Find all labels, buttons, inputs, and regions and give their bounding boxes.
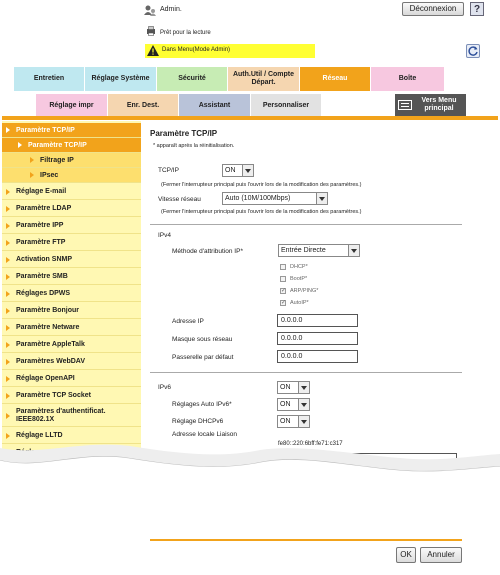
arp-ping-label: ARP/PING*	[290, 288, 319, 294]
tab-security[interactable]: Sécurité	[157, 67, 227, 91]
page-title: Paramètre TCP/IP	[150, 129, 218, 138]
tab-box[interactable]: Boîte	[371, 67, 444, 91]
arrow-icon	[6, 325, 10, 331]
sidebar-item-ip-filtering[interactable]: Filtrage IP	[2, 153, 141, 168]
arrow-icon	[6, 393, 10, 399]
dhcpv6-label: Réglage DHCPv6	[172, 418, 224, 425]
sidebar-item-ieee8021x[interactable]: Paramètres d'authentificat. IEEE802.1X	[2, 405, 141, 427]
tab-user-auth[interactable]: Auth.Util / Compte Départ.	[228, 67, 299, 91]
divider	[150, 224, 462, 225]
arp-ping-checkbox[interactable]	[280, 288, 286, 294]
tab-maintenance[interactable]: Entretien	[14, 67, 84, 91]
sidebar-item-netware[interactable]: Paramètre Netware	[2, 320, 141, 336]
ipv6-auto-label: Réglages Auto IPv6*	[172, 401, 232, 408]
printer-status-icon	[146, 26, 156, 36]
tcpip-note: (Fermer l'interrupteur principal puis l'ouvrir lors de la modification des paramètres.)	[161, 182, 362, 188]
tab-network[interactable]: Réseau	[300, 67, 370, 91]
arrow-icon	[6, 257, 10, 263]
link-local-label: Adresse locale Liaison	[172, 431, 238, 438]
gateway-label: Passerelle par défaut	[172, 354, 234, 361]
footer-separator	[150, 539, 462, 541]
arrow-icon	[6, 413, 10, 419]
chevron-down-icon	[348, 245, 359, 256]
arrow-icon	[6, 189, 10, 195]
tab-separator	[2, 116, 498, 120]
speed-label: Vitesse réseau	[158, 196, 201, 203]
ok-button[interactable]: OK	[396, 547, 416, 563]
dhcp-checkbox[interactable]	[280, 264, 286, 270]
arrow-icon	[6, 240, 10, 246]
arrow-icon	[6, 274, 10, 280]
bootp-label: BootP*	[290, 276, 308, 282]
sidebar-item-tcpip-group[interactable]: Paramètre TCP/IP	[2, 123, 141, 138]
ip-method-select[interactable]: Entrée Directe	[278, 244, 360, 257]
arrow-icon	[6, 433, 10, 439]
arrow-icon	[18, 142, 22, 148]
help-button[interactable]: ?	[470, 2, 484, 16]
arrow-icon	[6, 359, 10, 365]
main-menu-label: Vers Menu principal	[421, 97, 457, 112]
ipv6-heading: IPv6	[158, 384, 172, 391]
main-menu-icon	[398, 100, 412, 110]
arrow-icon	[6, 376, 10, 382]
arrow-icon	[6, 223, 10, 229]
torn-page-break	[0, 440, 500, 500]
arrow-icon	[6, 206, 10, 212]
status-ready-label: Prêt pour la lecture	[160, 30, 211, 36]
sidebar-item-snmp[interactable]: Activation SNMP	[2, 252, 141, 268]
sidebar-item-lltd[interactable]: Réglage LLTD	[2, 428, 141, 444]
arrow-icon	[30, 157, 34, 163]
speed-note: (Fermer l'interrupteur principal puis l'ouvrir lors de la modification des paramètres.)	[161, 209, 362, 215]
subtab-customize[interactable]: Personnaliser	[251, 94, 321, 116]
tcpip-select[interactable]: ON	[222, 164, 254, 177]
arrow-icon	[6, 127, 10, 133]
subtab-print-settings[interactable]: Réglage impr	[36, 94, 107, 116]
refresh-button[interactable]	[466, 44, 480, 58]
sidebar-item-bonjour[interactable]: Paramètre Bonjour	[2, 303, 141, 319]
dhcpv6-select[interactable]: ON	[277, 415, 310, 428]
tcpip-label: TCP/IP	[158, 167, 179, 174]
ip-address-label: Adresse IP	[172, 318, 204, 325]
chevron-down-icon	[242, 165, 253, 176]
subtab-wizard[interactable]: Assistant	[179, 94, 250, 116]
sidebar-item-tcp-socket[interactable]: Paramètre TCP Socket	[2, 388, 141, 404]
autoip-checkbox[interactable]	[280, 300, 286, 306]
autoip-label: AutoIP*	[290, 300, 309, 306]
cancel-button[interactable]: Annuler	[420, 547, 462, 563]
admin-user-icon	[144, 4, 156, 16]
admin-mode-label: Dans Menu(Mode Admin)	[162, 47, 231, 53]
sidebar-item-openapi[interactable]: Réglage OpenAPI	[2, 371, 141, 387]
dhcp-label: DHCP*	[290, 264, 308, 270]
sidebar-item-appletalk[interactable]: Paramètre AppleTalk	[2, 337, 141, 353]
sidebar-item-tcpip-settings[interactable]: Paramètre TCP/IP	[2, 138, 141, 153]
sidebar-item-ipp[interactable]: Paramètre IPP	[2, 218, 141, 234]
main-menu-button[interactable]	[395, 94, 466, 116]
sidebar-item-ipsec[interactable]: IPsec	[2, 168, 141, 183]
sidebar	[2, 121, 141, 457]
sidebar-item-ldap[interactable]: Paramètre LDAP	[2, 201, 141, 217]
arrow-icon	[30, 172, 34, 178]
sidebar-item-email[interactable]: Réglage E-mail	[2, 184, 141, 200]
link-local-value: fe80::220:6bff:fe71:c317	[278, 441, 343, 447]
chevron-down-icon	[298, 382, 309, 393]
reboot-note: * apparaît après la réinitialisation.	[153, 143, 235, 149]
ip-address-input[interactable]: 0.0.0.0	[277, 314, 358, 327]
sidebar-item-dpws[interactable]: Réglages DPWS	[2, 286, 141, 302]
chevron-down-icon	[316, 193, 327, 204]
divider	[150, 372, 462, 373]
ipv6-select[interactable]: ON	[277, 381, 310, 394]
sidebar-item-ftp[interactable]: Paramètre FTP	[2, 235, 141, 251]
tab-system-settings[interactable]: Réglage Système	[85, 67, 156, 91]
arrow-icon	[6, 308, 10, 314]
sidebar-item-smb[interactable]: Paramètre SMB	[2, 269, 141, 285]
warning-icon	[147, 45, 159, 58]
bootp-checkbox[interactable]	[280, 276, 286, 282]
subnet-mask-label: Masque sous réseau	[172, 336, 233, 343]
gateway-input[interactable]: 0.0.0.0	[277, 350, 358, 363]
chevron-down-icon	[298, 399, 309, 410]
speed-select[interactable]: Auto (10M/100Mbps)	[222, 192, 328, 205]
chevron-down-icon	[298, 416, 309, 427]
sidebar-item-webdav[interactable]: Paramètres WebDAV	[2, 354, 141, 370]
logout-button[interactable]: Déconnexion	[402, 2, 464, 16]
ip-method-label: Méthode d'attribution IP*	[172, 248, 243, 255]
arrow-icon	[6, 342, 10, 348]
ipv6-auto-select[interactable]: ON	[277, 398, 310, 411]
refresh-icon	[467, 45, 479, 57]
subnet-mask-input[interactable]: 0.0.0.0	[277, 332, 358, 345]
subtab-store-address[interactable]: Enr. Dest.	[108, 94, 178, 116]
admin-label: Admin.	[160, 6, 182, 13]
arrow-icon	[6, 291, 10, 297]
ipv4-heading: IPv4	[158, 232, 172, 239]
